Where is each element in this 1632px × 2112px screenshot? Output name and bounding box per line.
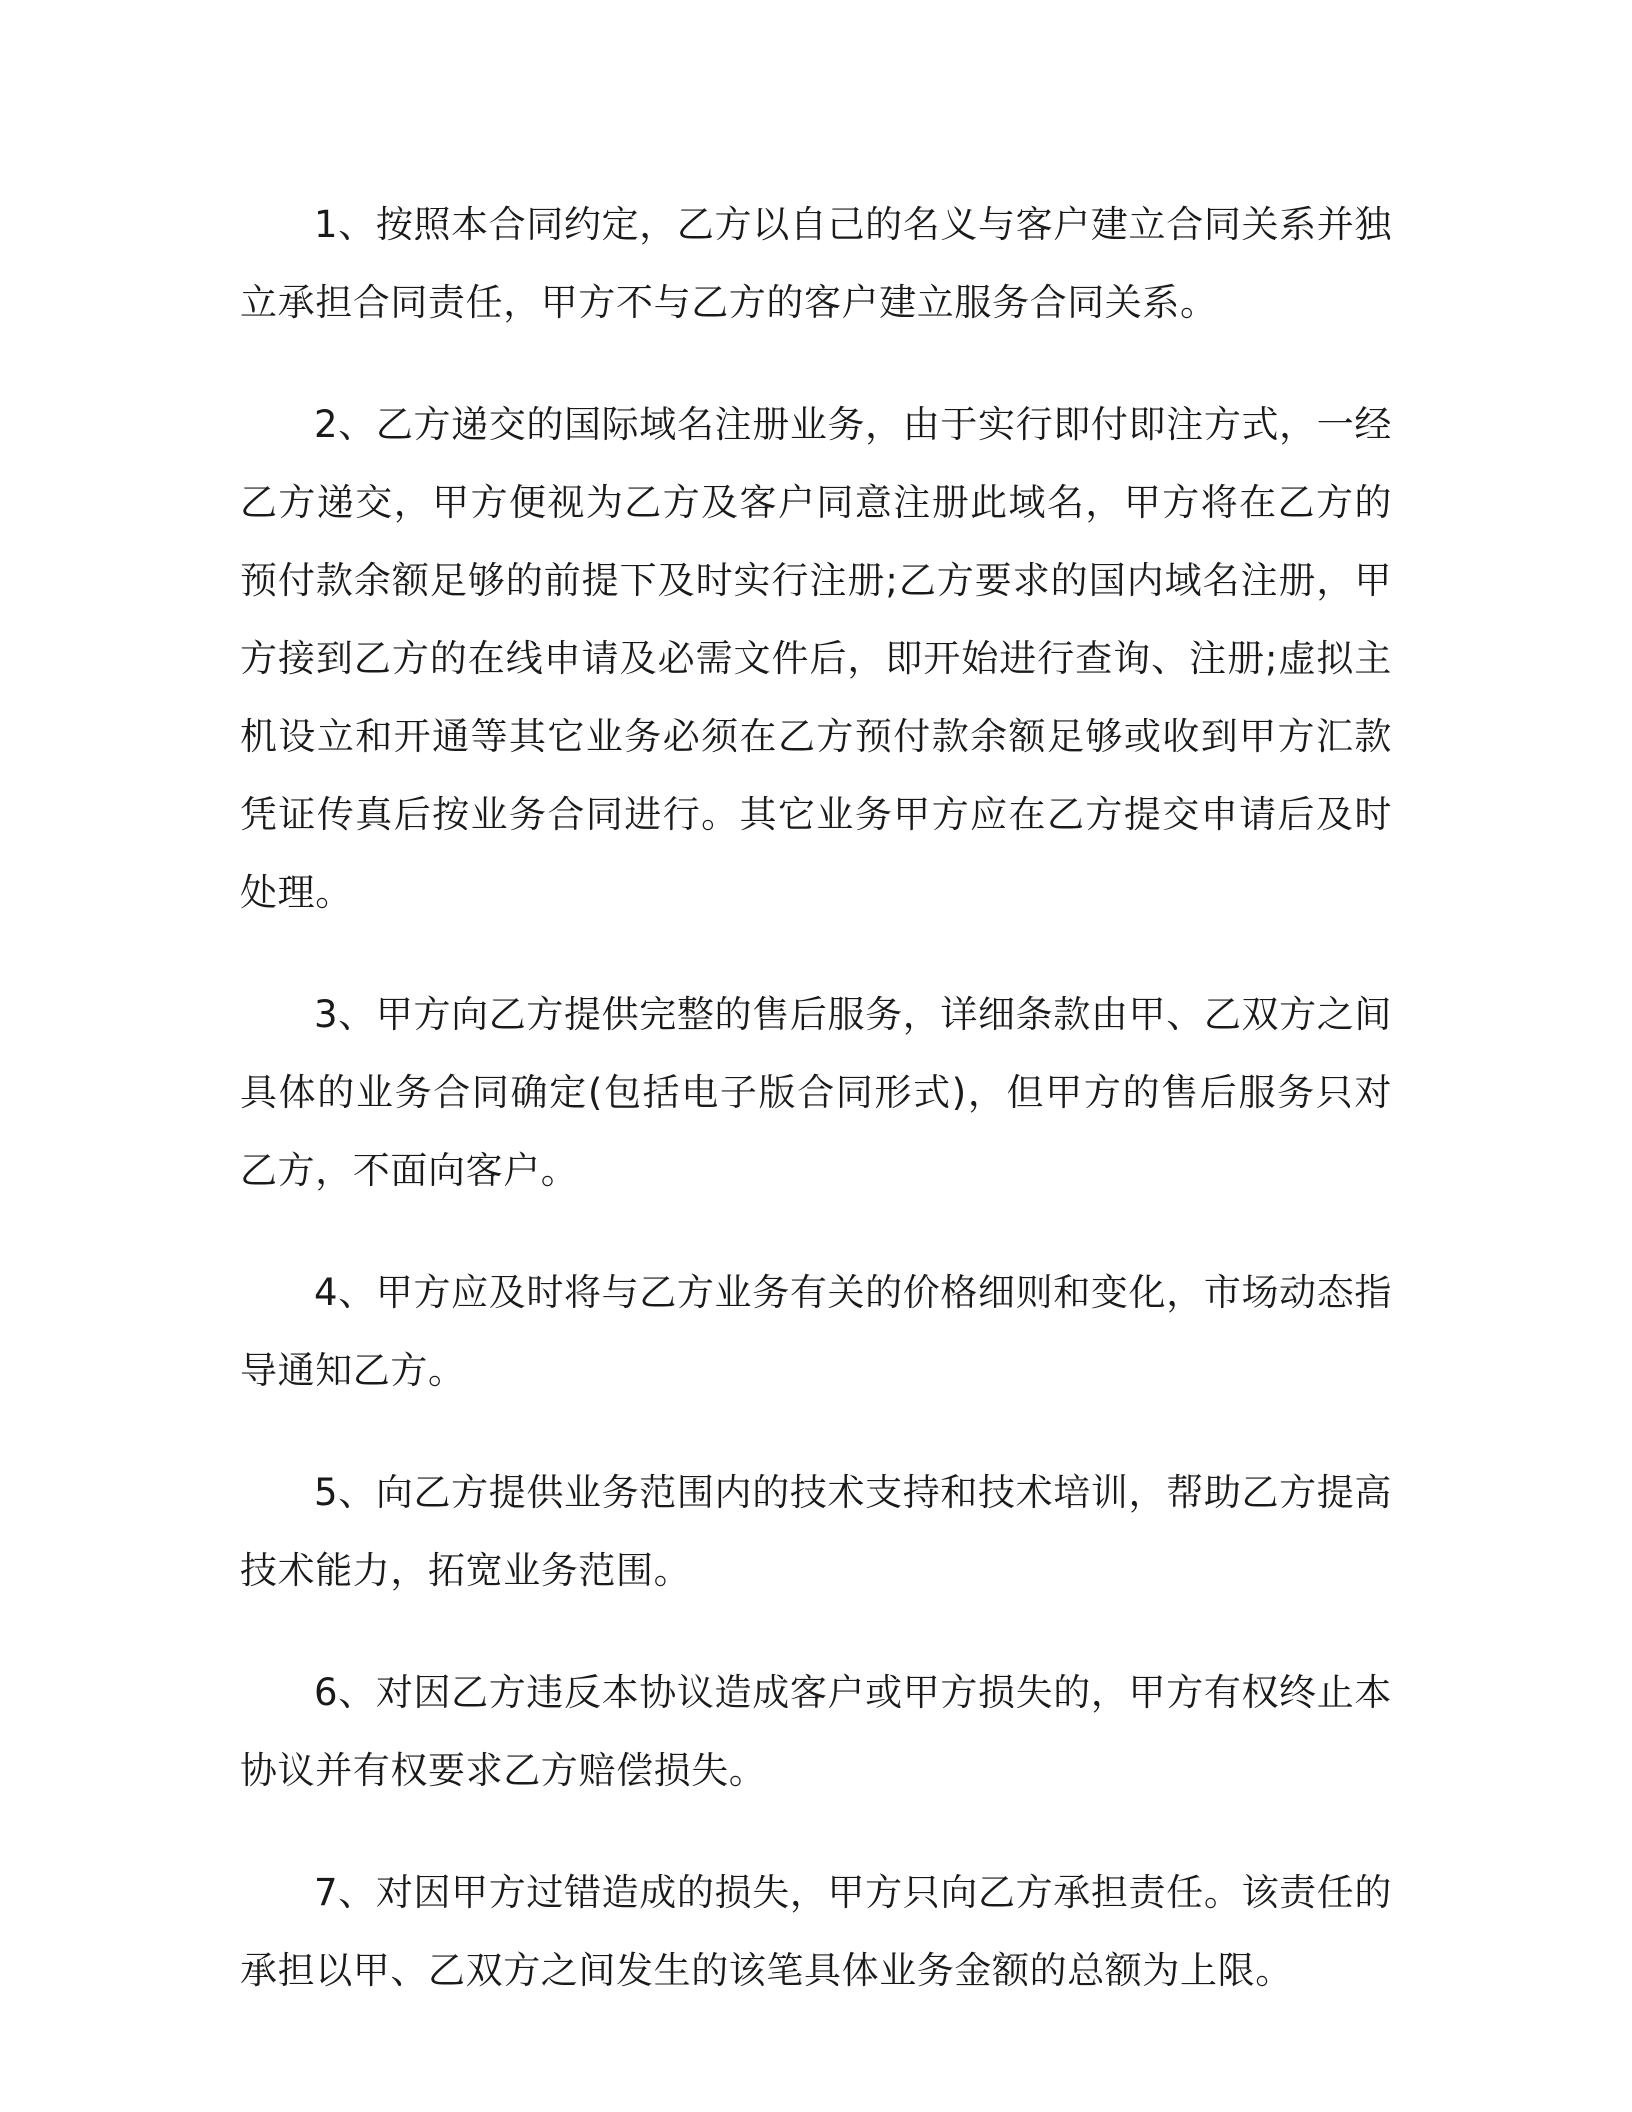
clause-7: 7、对因甲方过错造成的损失，甲方只向乙方承担责任。该责任的承担以甲、乙双方之间发生的该笔具体业务金额的总额为上限。 — [240, 1871, 1392, 1992]
clause-2: 2、乙方递交的国际域名注册业务，由于实行即付即注方式，一经乙方递交，甲方便视为乙方及客户同意注册此域名，甲方将在乙方的预付款余额足够的前提下及时实行注册;乙方要求的国内域名注册，甲方接到乙方的在线申请及必需文件后，即开始进行查询、注册;虚拟主机设立和开通等其它业务必须在乙方预付款余额足够或收到甲方汇款凭证传真后按业务合同进行。其它业务甲方应在乙方提交申请后及时处理。 — [240, 403, 1392, 914]
clause-5: 5、向乙方提供业务范围内的技术支持和技术培训，帮助乙方提高技术能力，拓宽业务范围。 — [240, 1471, 1392, 1592]
clause-1: 1、按照本合同约定，乙方以自己的名义与客户建立合同关系并独立承担合同责任，甲方不与乙方的客户建立服务合同关系。 — [240, 203, 1392, 324]
document-body — [240, 186, 1392, 2054]
clause-3: 3、甲方向乙方提供完整的售后服务，详细条款由甲、乙双方之间具体的业务合同确定(包括电子版合同形式)，但甲方的售后服务只对乙方，不面向客户。 — [240, 993, 1392, 1192]
clause-6: 6、对因乙方违反本协议造成客户或甲方损失的，甲方有权终止本协议并有权要求乙方赔偿损失。 — [240, 1671, 1392, 1792]
clause-4: 4、甲方应及时将与乙方业务有关的价格细则和变化，市场动态指导通知乙方。 — [240, 1271, 1392, 1392]
